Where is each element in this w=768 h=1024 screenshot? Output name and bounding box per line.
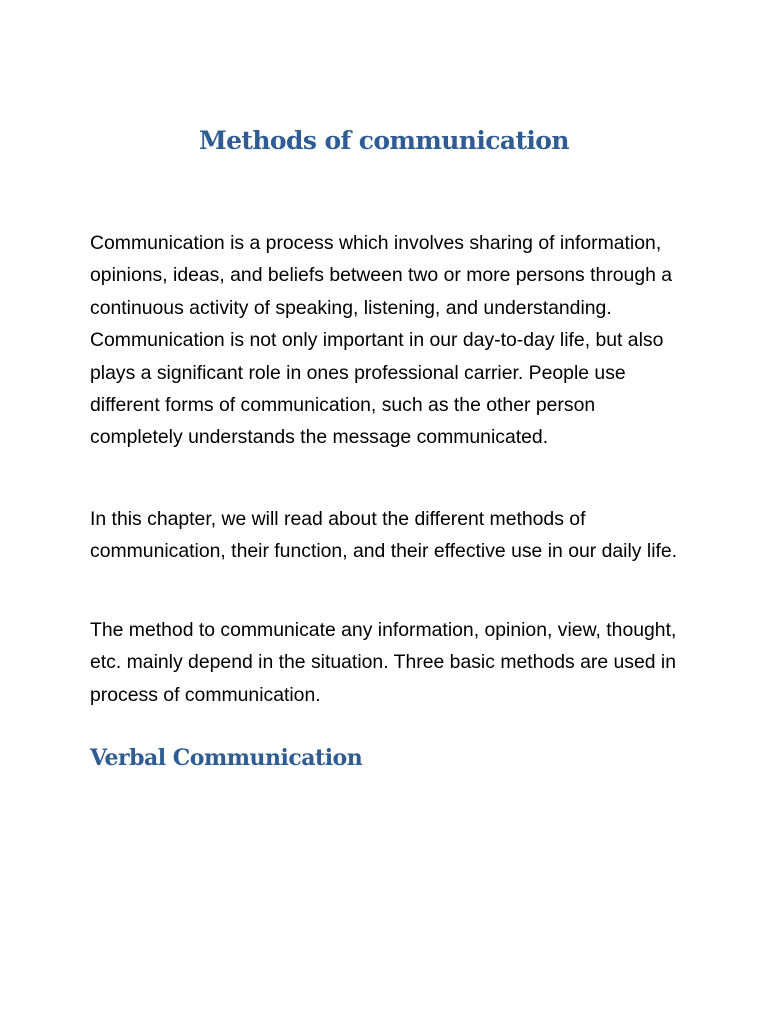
paragraph-intro: Communication is a process which involves sharing of information, opinions, ideas, and beliefs between two or more persons through a continuous activity of speaking, listening, and understanding. Communication is not only important in our day-to-day life, but also plays a significant role in ones professional carrier. People use different forms of communication, such as the other person completely understands the message communicated. xyxy=(90,232,673,449)
paragraph-methods: The method to communicate any information, opinion, view, thought, etc. mainly depend in the situation. Three basic methods are used in process of communication. xyxy=(90,619,677,706)
paragraph-chapter-overview: In this chapter, we will read about the different methods of communication, their function, and their effective use in our daily life. xyxy=(90,508,678,563)
section-heading-verbal: Verbal Communication xyxy=(90,745,363,771)
page-title: Methods of communication xyxy=(199,126,569,155)
